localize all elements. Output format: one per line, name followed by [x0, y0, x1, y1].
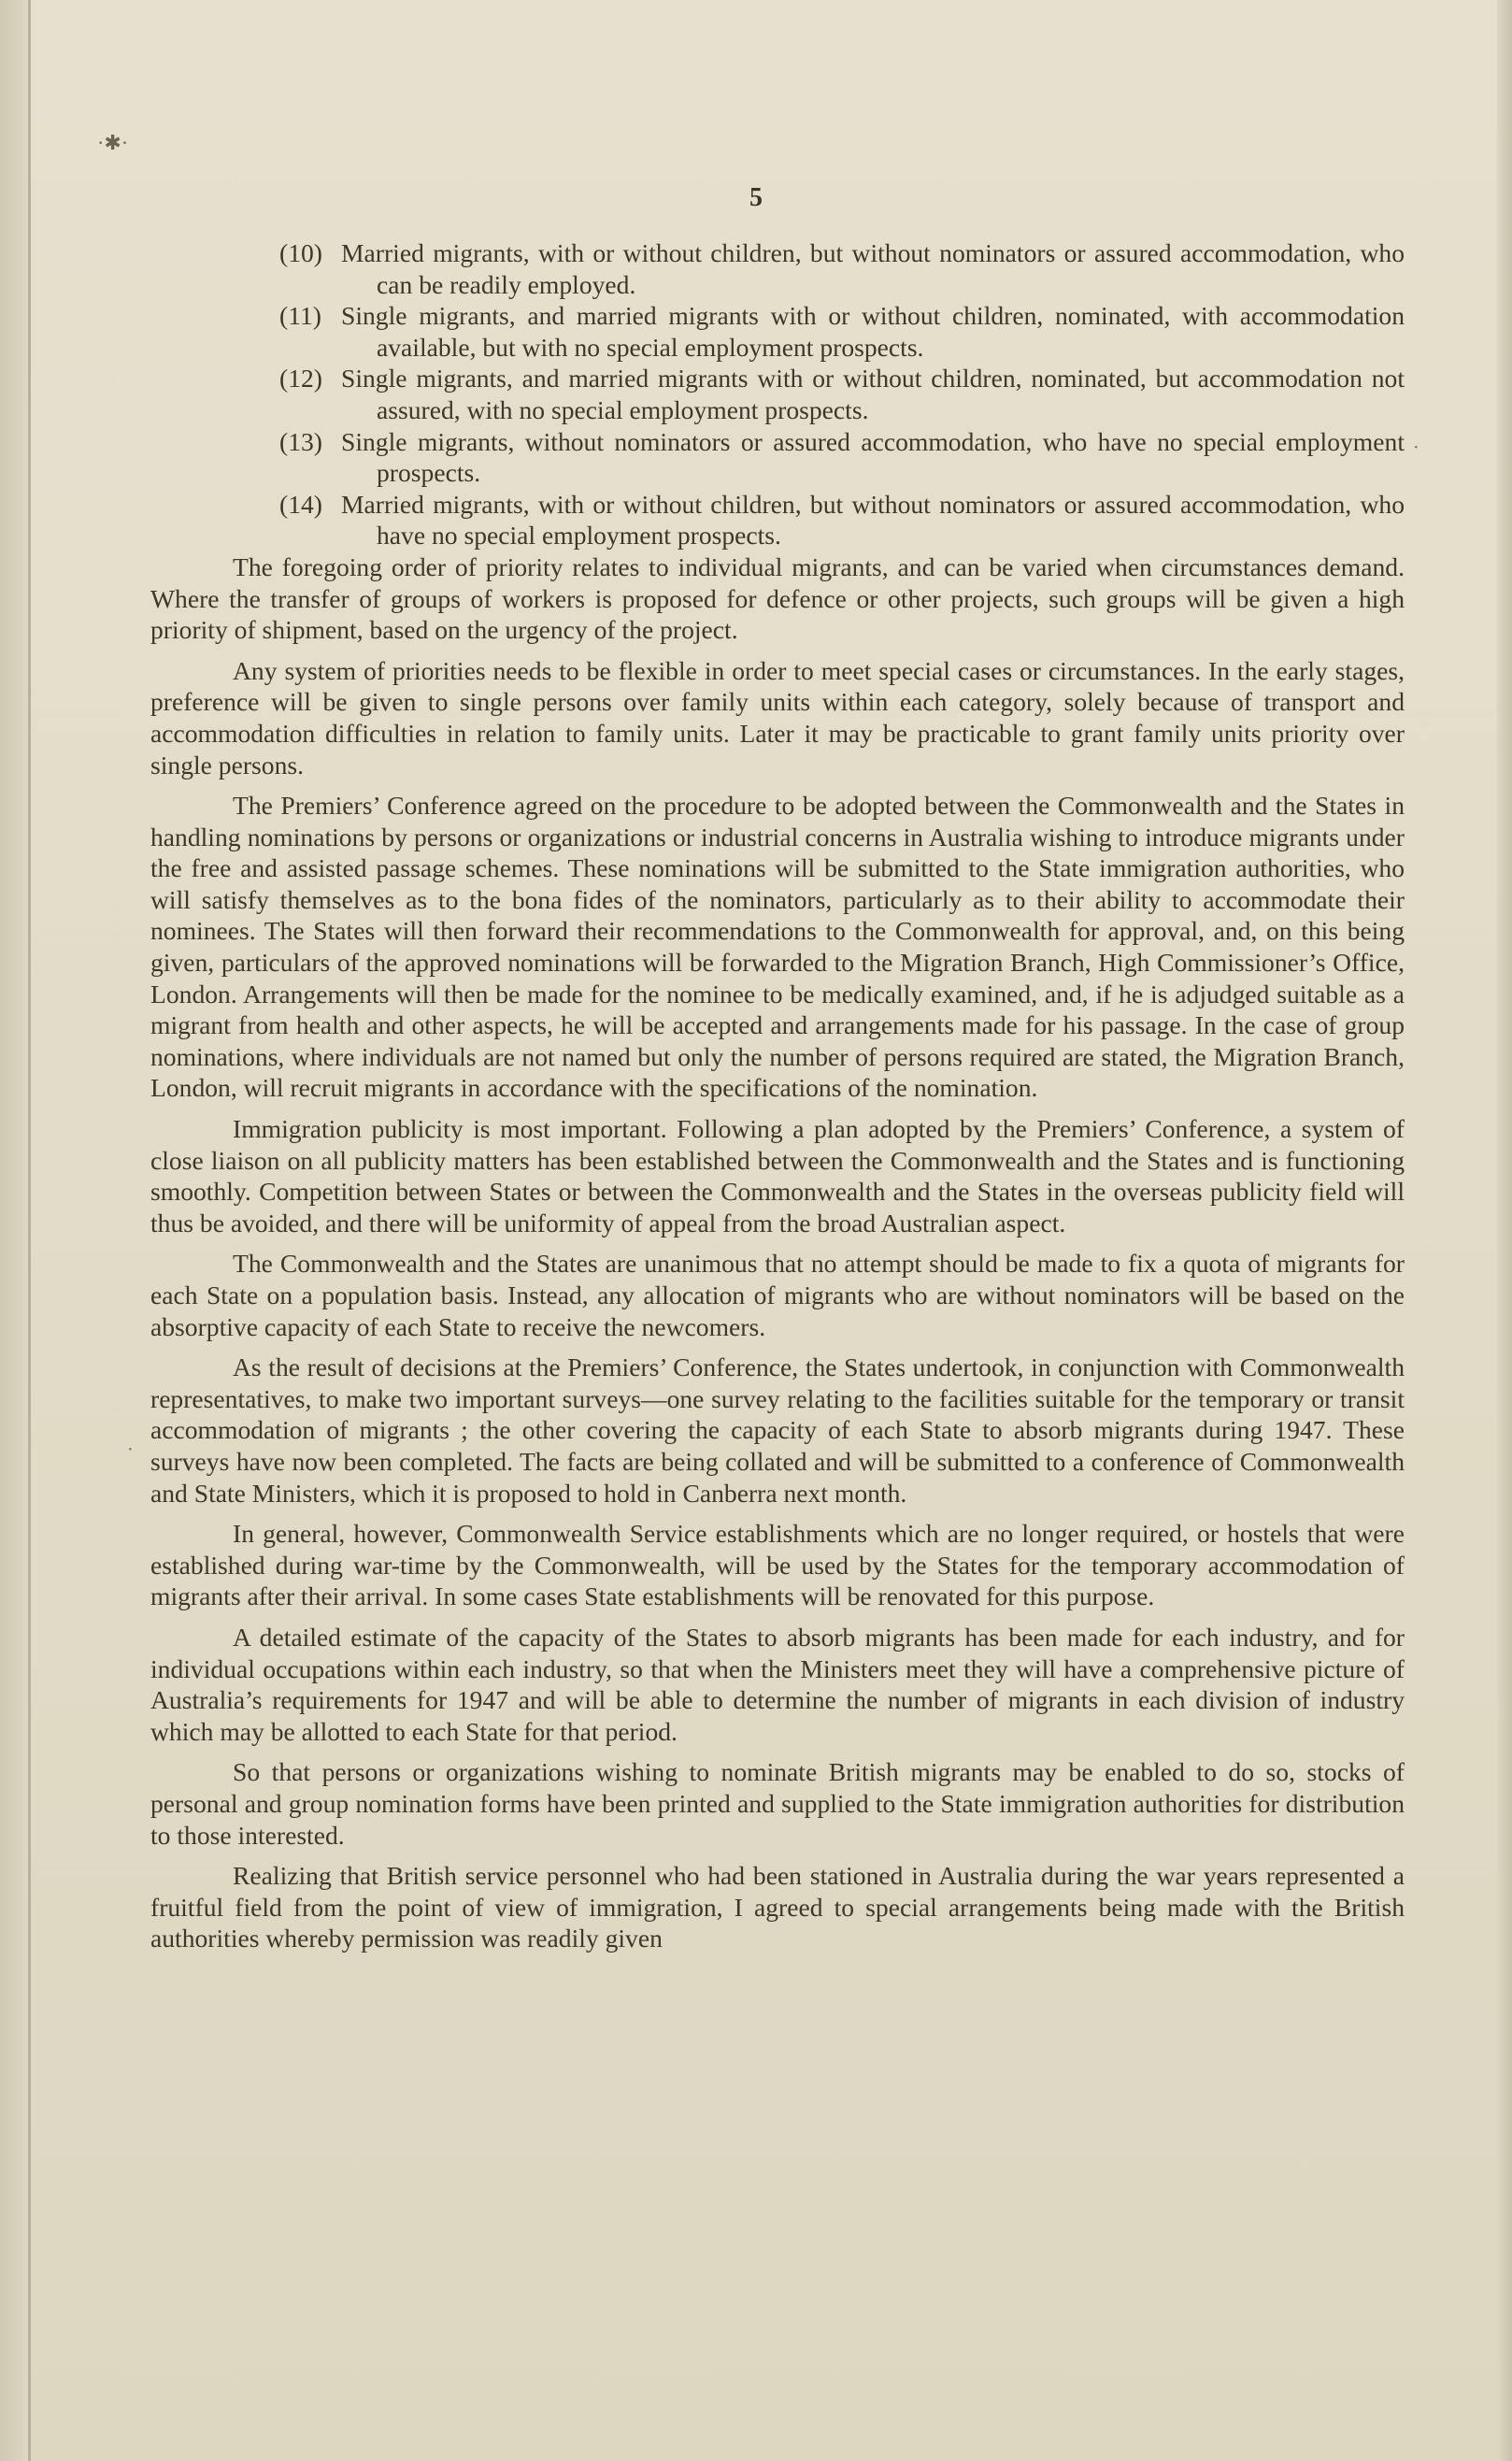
item-number: (13) — [279, 426, 322, 456]
item-number: (11) — [279, 301, 321, 331]
document-body — [150, 237, 1405, 1954]
item-text: Married migrants, with or without children, but without nominators or assured accommodation, who have no special employment prospects. — [341, 489, 1405, 551]
item-text: Married migrants, with or without children, but without nominators or assured accommodation, who can be readily employed. — [341, 238, 1405, 299]
page-right-edge — [1497, 0, 1512, 2461]
item-text: Single migrants, and married migrants with or without children, nominated, with accommodation available, but with no special employment prospects. — [341, 301, 1405, 362]
priority-item-12 — [279, 363, 1405, 425]
item-text: Single migrants, and married migrants with or without children, nominated, but accommodation not assured, with no special employment prospects. — [341, 364, 1405, 424]
page-number: 5 — [749, 183, 763, 212]
priority-item-11 — [279, 300, 1405, 363]
priority-item-14 — [279, 489, 1405, 551]
paragraph-capacity-estimate: A detailed estimate of the capacity of the States to absorb migrants has been made for each industry, and for individual occupations within each industry, so that when the Ministers meet they will have a comprehensive picture of Australia’s requirements for 1947 and will be able to determine the number of migrants in each division of industry which may be allotted to each State for that period. — [150, 1622, 1405, 1746]
page-binding-shadow — [0, 0, 28, 2461]
item-text: Single migrants, without nominators or assured accommodation, who have no special employment prospects. — [341, 426, 1405, 488]
page-binding-edge — [28, 0, 31, 2461]
paragraph-service-personnel: Realizing that British service personnel who had been stationed in Australia during the war years represented a fruitful field from the point of view of immigration, I agreed to special arrangements being made with the British authorities whereby permission was readily given — [150, 1861, 1405, 1953]
item-number: (14) — [279, 489, 322, 519]
priority-item-10 — [279, 237, 1405, 300]
paragraph-publicity: Immigration publicity is most important. Following a plan adopted by the Premiers’ Conference, a system of close liaison on all publicity matters has been established between the Commonwealth and the States and is functioning smoothly. Competition between States or between the Commonwealth and the States in the overseas publicity field will thus be avoided, and there will be uniformity of appeal from the broad Australian aspect. — [150, 1114, 1405, 1238]
paragraph-establishments: In general, however, Commonwealth Service establishments which are no longer required, or hostels that were established during war-time by the Commonwealth, will be used by the States for the temporary accommodation of migrants after their arrival. In some cases State establishments will be renovated for this purpose. — [150, 1519, 1405, 1611]
paragraph-nomination-forms: So that persons or organizations wishing to nominate British migrants may be enabled to do so, stocks of personal and group nomination forms have been printed and supplied to the State immigration authorities for distribution to those interested. — [150, 1757, 1405, 1850]
corner-mark: ·✱· — [97, 131, 129, 154]
paragraph-surveys: As the result of decisions at the Premiers’ Conference, the States undertook, in conjunction with Commonwealth representatives, to make two important surveys—one survey relating to the facilities suitable for the temporary or transit accommodation of migrants ; the other covering the capacity of each State to absorb migrants during 1947. These surveys have now been completed. The facts are being collated and will be submitted to a conference of Commonwealth and State Ministers, which it is proposed to hold in Canberra next month. — [150, 1352, 1405, 1508]
margin-dot: · — [1413, 437, 1419, 458]
item-number: (10) — [279, 238, 322, 267]
margin-dot: · — [127, 1439, 134, 1460]
priority-item-13 — [279, 426, 1405, 489]
item-number: (12) — [279, 364, 322, 393]
paragraph-flexible-priorities: Any system of priorities needs to be flexible in order to meet special cases or circumstances. In the early stages, preference will be given to single persons over family units within each category, solely because of transport and accommodation difficulties in relation to family units. Later it may be practicable to grant family units priority over single persons. — [150, 655, 1405, 780]
paragraph-priority-order: The foregoing order of priority relates to individual migrants, and can be varied when circumstances demand. Where the transfer of groups of workers is proposed for defence or other projects, such groups will be given a high priority of shipment, based on the urgency of the project. — [150, 551, 1405, 645]
paragraph-nomination-procedure: The Premiers’ Conference agreed on the procedure to be adopted between the Commonwealth and the States in handling nominations by persons or organizations or industrial concerns in Australia wishing to introduce migrants under the free and assisted passage schemes. These nominations will be submitted to the State immigration authorities, who will satisfy themselves as to the bona fides of the nominators, particularly as to their ability to accommodate their nominees. The States will then forward their recommendations to the Commonwealth for approval, and, on this being given, particulars of the approved nominations will be forwarded to the Migration Branch, High Commissioner’s Office, London. Arrangements will then be made for the nominee to be medically examined, and, if he is adjudged suitable as a migrant from health and other aspects, he will be accepted and arrangements made for his passage. In the case of group nominations, where individuals are not named but only the number of persons required are stated, the Migration Branch, London, will recruit migrants in accordance with the specifications of the nomination. — [150, 791, 1405, 1103]
paragraph-quota: The Commonwealth and the States are unanimous that no attempt should be made to fix a quota of migrants for each State on a population basis. Instead, any allocation of migrants who are without nominators will be based on the absorptive capacity of each State to receive the newcomers. — [150, 1249, 1405, 1341]
